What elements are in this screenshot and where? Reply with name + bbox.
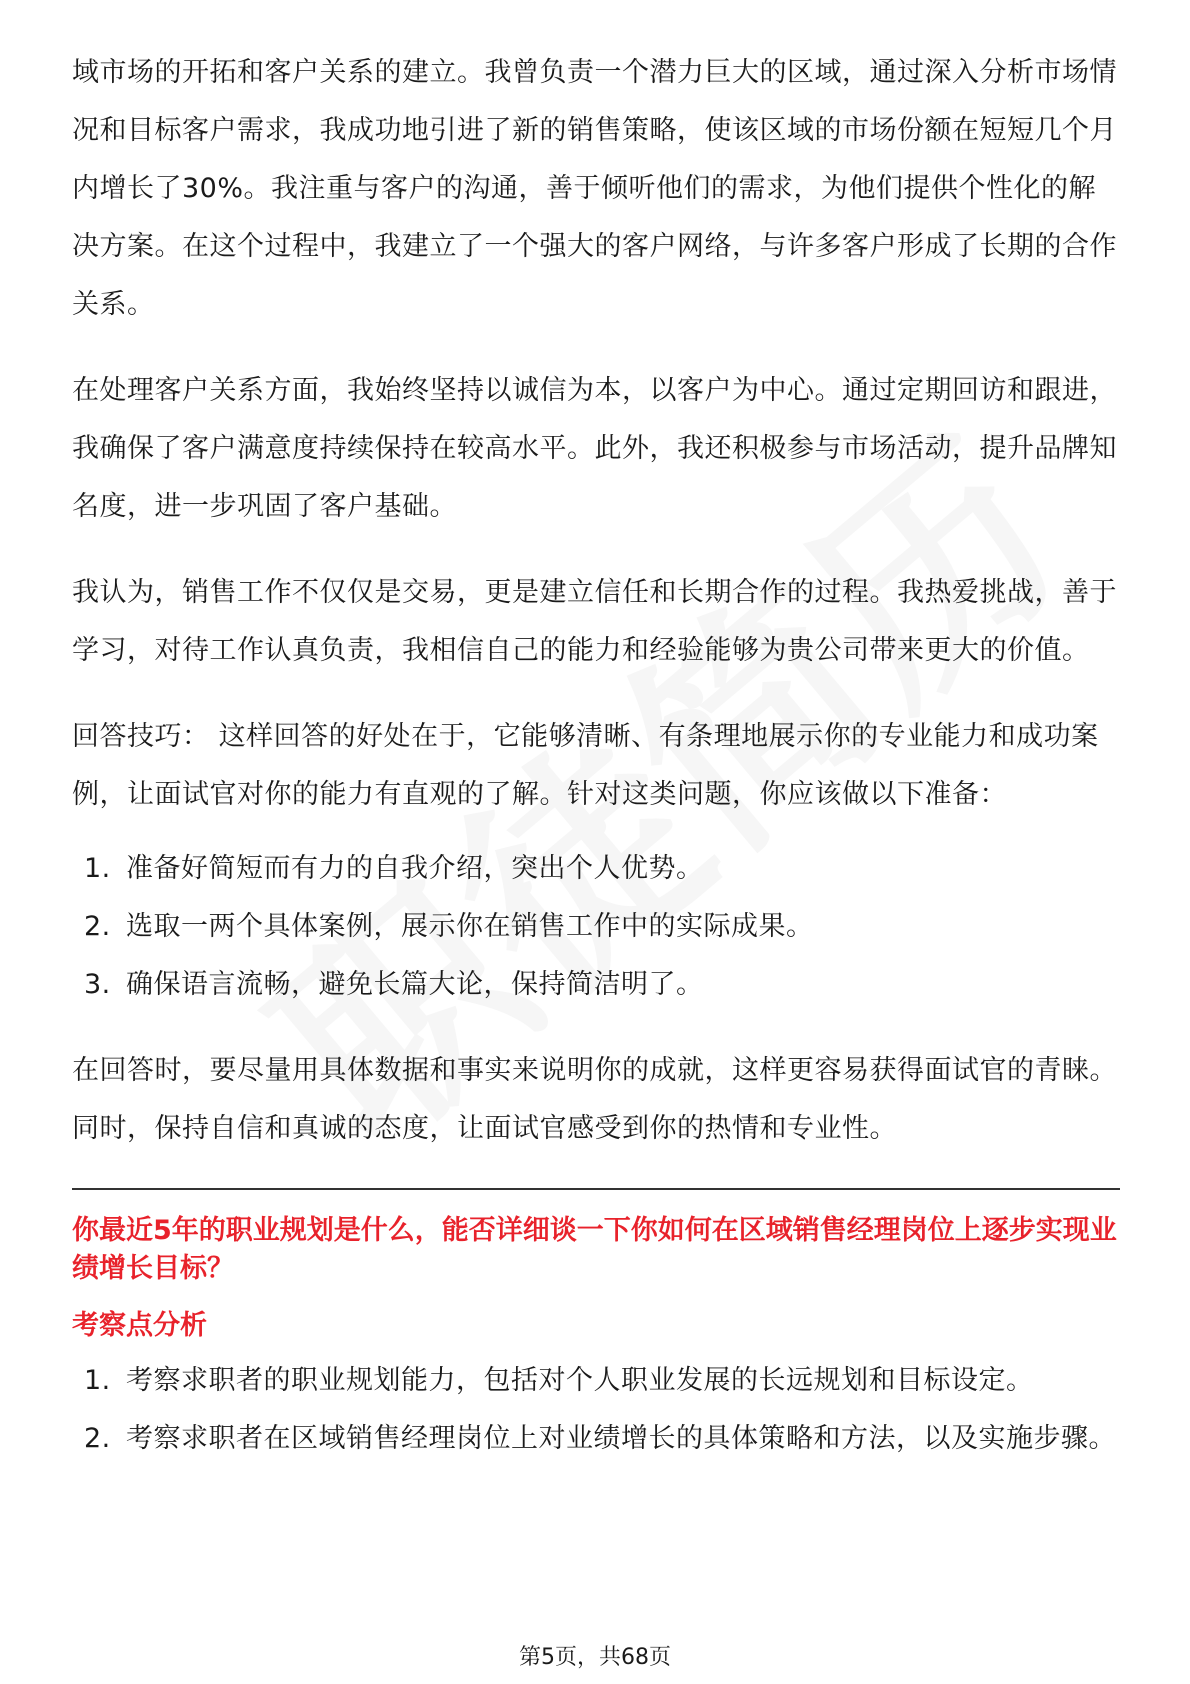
paragraph-experience: 域市场的开拓和客户关系的建立。我曾负责一个潜力巨大的区域，通过深入分析市场情况和目标客户需求，我成功地引进了新的销售策略，使该区域的市场份额在短短几个月内增长了30%。我注重与客户的沟通，善于倾听他们的需求，为他们提供个性化的解决方案。在这个过程中，我建立了一个强大的客户网络，与许多客户形成了长期的合作关系。 — [72, 57, 1117, 320]
page-number: 第5页，共68页 — [519, 1645, 671, 1670]
tips-list — [72, 840, 1120, 1014]
list-item: 2. 选取一两个具体案例，展示你在销售工作中的实际成果。 — [84, 911, 814, 942]
list-item: 3. 确保语言流畅，避免长篇大论，保持简洁明了。 — [84, 969, 704, 1000]
paragraph-answer-tips: 回答技巧： 这样回答的好处在于，它能够清晰、有条理地展示你的专业能力和成功案例，让面试官对你的能力有直观的了解。针对这类问题，你应该做以下准备： — [72, 721, 1099, 810]
list-item: 2. 考察求职者在区域销售经理岗位上对业绩增长的具体策略和方法，以及实施步骤。 — [84, 1423, 1116, 1454]
paragraph-closing: 在回答时，要尽量用具体数据和事实来说明你的成就，这样更容易获得面试官的青睐。同时，保持自信和真诚的态度，让面试官感受到你的热情和专业性。 — [72, 1055, 1117, 1144]
analysis-heading: 考察点分析 — [72, 1310, 207, 1341]
analysis-list — [72, 1352, 1120, 1468]
list-item: 1. 准备好简短而有力的自我介绍，突出个人优势。 — [84, 853, 704, 884]
list-item: 1. 考察求职者的职业规划能力，包括对个人职业发展的长远规划和目标设定。 — [84, 1365, 1034, 1396]
paragraph-sales-view: 我认为，销售工作不仅仅是交易，更是建立信任和长期合作的过程。我热爱挑战，善于学习，对待工作认真负责，我相信自己的能力和经验能够为贵公司带来更大的价值。 — [72, 577, 1117, 666]
divider — [72, 1188, 1120, 1190]
question-heading: 你最近5年的职业规划是什么，能否详细谈一下你如何在区域销售经理岗位上逐步实现业绩增长目标？ — [72, 1215, 1117, 1284]
paragraph-customer-relations: 在处理客户关系方面，我始终坚持以诚信为本，以客户为中心。通过定期回访和跟进，我确保了客户满意度持续保持在较高水平。此外，我还积极参与市场活动，提升品牌知名度，进一步巩固了客户基础。 — [72, 375, 1117, 522]
page-content — [72, 44, 1120, 1468]
